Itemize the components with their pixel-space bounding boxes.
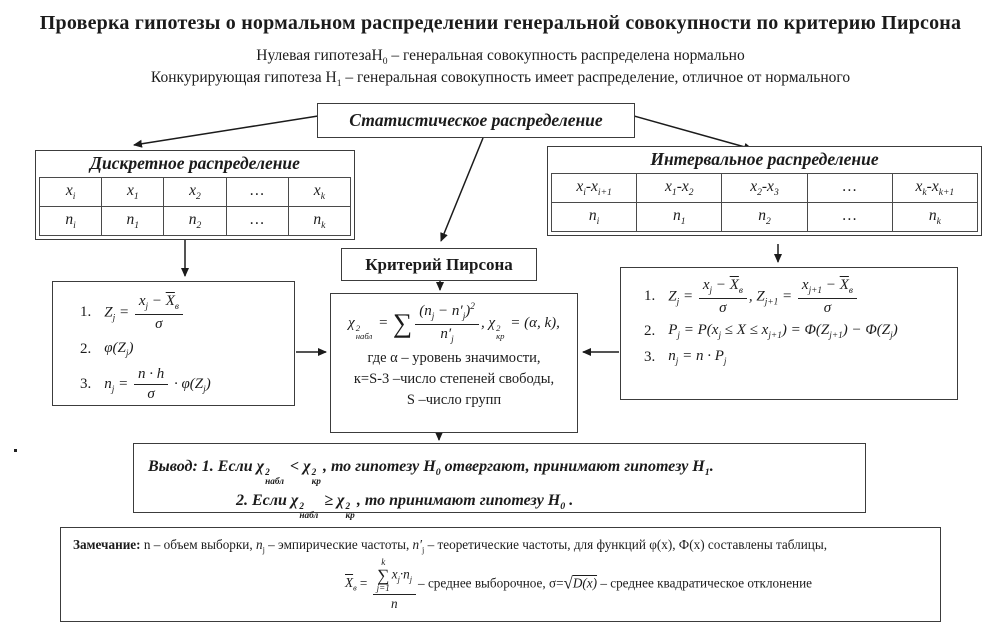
statistical-distribution-box [317, 103, 635, 138]
formula-p: $P_j = P(x_j \le X \le x_{j+1}) = \Phi(Z_{j+1}) - \Phi(Z_j)$ [668, 321, 898, 341]
table-row [40, 207, 351, 236]
table-cell: $n_1$ [102, 207, 164, 236]
null-hypothesis-line [0, 47, 1001, 67]
note-box [60, 527, 941, 622]
table-cell: $x_2-x_3$ [722, 174, 807, 203]
table-cell: … [226, 178, 288, 207]
n-theoretical: n′ [412, 537, 423, 552]
formula-n: $n_j$ = $\frac{n \cdot h}{\sigma}$ · $\varphi(Z_j)$ [104, 365, 211, 403]
discrete-distribution-box [35, 150, 355, 240]
note-label: Замечание: [73, 537, 141, 552]
groups-note: S –число групп [406, 392, 502, 409]
note-line-1: Замечание: n – объем выборки, $n_j$ – эмпирические частоты, $n'_j$ – теоретические частоты, для функций φ(x), Ф(x) составлены таблицы, [73, 537, 828, 555]
page-title: Проверка гипотезы о нормальном распределении генеральной совокупности по критерию Пирсона [39, 12, 962, 34]
formula-row-p [644, 322, 957, 341]
table-cell: $x_i$ [40, 178, 102, 207]
table-cell: $n_1$ [637, 203, 722, 232]
interval-distribution-table [551, 173, 978, 232]
item-number: 1. [80, 304, 92, 321]
item-number: 3. [80, 376, 92, 393]
sample-mean-fraction: k ∑ j=1 $x_j\cdot n_j$ n [373, 558, 416, 611]
item-number: 1. [644, 288, 656, 305]
pearson-criterion-label: Критерий Пирсона [365, 254, 513, 274]
table-cell: $n_i$ [40, 207, 102, 236]
null-hypothesis-rest: – генеральная совокупность распределена нормально [387, 47, 745, 64]
formula-z-pair: $Z_j$ = $\frac{x_j - \overline{X}_в}{\sigma}$ , $Z_{j+1}$ = $\frac{x_{j+1} - \overline{X}_в}{\sigma}$ [668, 277, 859, 317]
formula-row-phi [80, 340, 294, 359]
table-cell: $x_2$ [164, 178, 226, 207]
table-cell: $n_i$ [552, 203, 637, 232]
formula-z: $Z_j$ = $\frac{x_j - \overline{X}_в}{\sigma}$ [104, 293, 185, 333]
n-empirical: n [255, 537, 263, 552]
table-row [552, 174, 978, 203]
formula-row-z [80, 293, 294, 333]
table-cell: $n_k$ [288, 207, 350, 236]
conclusion-line-1: Вывод: 1. Если χ 2 набл < χ 2 кр , то гипотезу $H_0$ отвергают, принимают гипотезу $H_1$. [148, 458, 714, 487]
table-row [40, 178, 351, 207]
formula-row-n [644, 348, 957, 367]
alt-hypothesis-rest: – генеральная совокупность имеет распределение, отличное от нормального [341, 69, 851, 86]
conclusion-line-2: 2. Если χ 2 набл ≥ χ 2 кр , то принимают гипотезу $H_0$ . [236, 491, 574, 521]
formula-row-n [80, 366, 294, 404]
chi-square-formula: χ 2 набл = ∑ $\frac{(n_j - n'_j)^2}{n'_j}$ , χ 2 кр = (α, k), [348, 302, 560, 345]
table-cell: $x_i-x_{i+1}$ [552, 174, 637, 203]
interval-formulas-box [620, 267, 958, 400]
dispersion-term: D(x) [572, 575, 598, 591]
table-cell: $x_1-x_2$ [637, 174, 722, 203]
discrete-distribution-title: Дискретное распределение [90, 153, 300, 173]
formula-row-z [644, 277, 957, 317]
table-cell: $n_2$ [722, 203, 807, 232]
table-row [552, 203, 978, 232]
interval-distribution-title: Интервальное распределение [650, 149, 879, 169]
table-cell: … [807, 174, 892, 203]
item-number: 2. [644, 322, 656, 339]
discrete-formulas-box [52, 281, 295, 406]
alt-hypothesis-line [0, 69, 1001, 89]
conclusion-box [133, 443, 866, 521]
alt-hypothesis-sub: 1 [336, 78, 342, 90]
chi-square-notes [335, 348, 573, 411]
formula-n: $n_j = n \cdot P_j$ [668, 347, 727, 367]
stray-dot [14, 449, 17, 452]
alpha-note: где α – уровень значимости, [367, 350, 541, 367]
arrow-stat-to-discrete [134, 116, 318, 145]
table-cell: $x_k-x_{k+1}$ [892, 174, 977, 203]
sqrt-symbol: √ [563, 573, 573, 593]
note-line-2: $\overline{X}_в$ = k ∑ j=1 $x_j\cdot n_j$ n – среднее выборочное, σ=√D(x) – среднее квадратическое отклонение [345, 556, 813, 611]
table-cell: $n_2$ [164, 207, 226, 236]
sum-with-limits: k ∑ j=1 [376, 556, 390, 593]
item-number: 2. [80, 340, 92, 357]
interval-distribution-box [547, 146, 982, 236]
arrow-stat-to-pearson [441, 138, 483, 241]
null-hypothesis-text: Нулевая гипотезаН [256, 47, 383, 64]
table-cell: … [807, 203, 892, 232]
alt-hypothesis-text: Конкурирующая гипотеза Н [150, 69, 337, 86]
formula-phi: $\varphi(Z_j)$ [104, 339, 134, 359]
table-cell: … [226, 207, 288, 236]
discrete-distribution-table [39, 177, 351, 236]
sum-symbol: ∑ [392, 308, 413, 339]
item-number: 3. [644, 348, 656, 365]
dof-note: к=S-3 –число степеней свободы, [353, 371, 555, 388]
table-cell: $x_k$ [288, 178, 350, 207]
null-hypothesis-sub: 0 [382, 56, 388, 68]
arrow-stat-to-interval [634, 116, 752, 149]
statistical-distribution-label: Статистическое распределение [349, 110, 603, 130]
table-cell: $x_1$ [102, 178, 164, 207]
pearson-criterion-box [341, 248, 537, 281]
chi-square-box [330, 293, 578, 433]
table-cell: $n_k$ [892, 203, 977, 232]
